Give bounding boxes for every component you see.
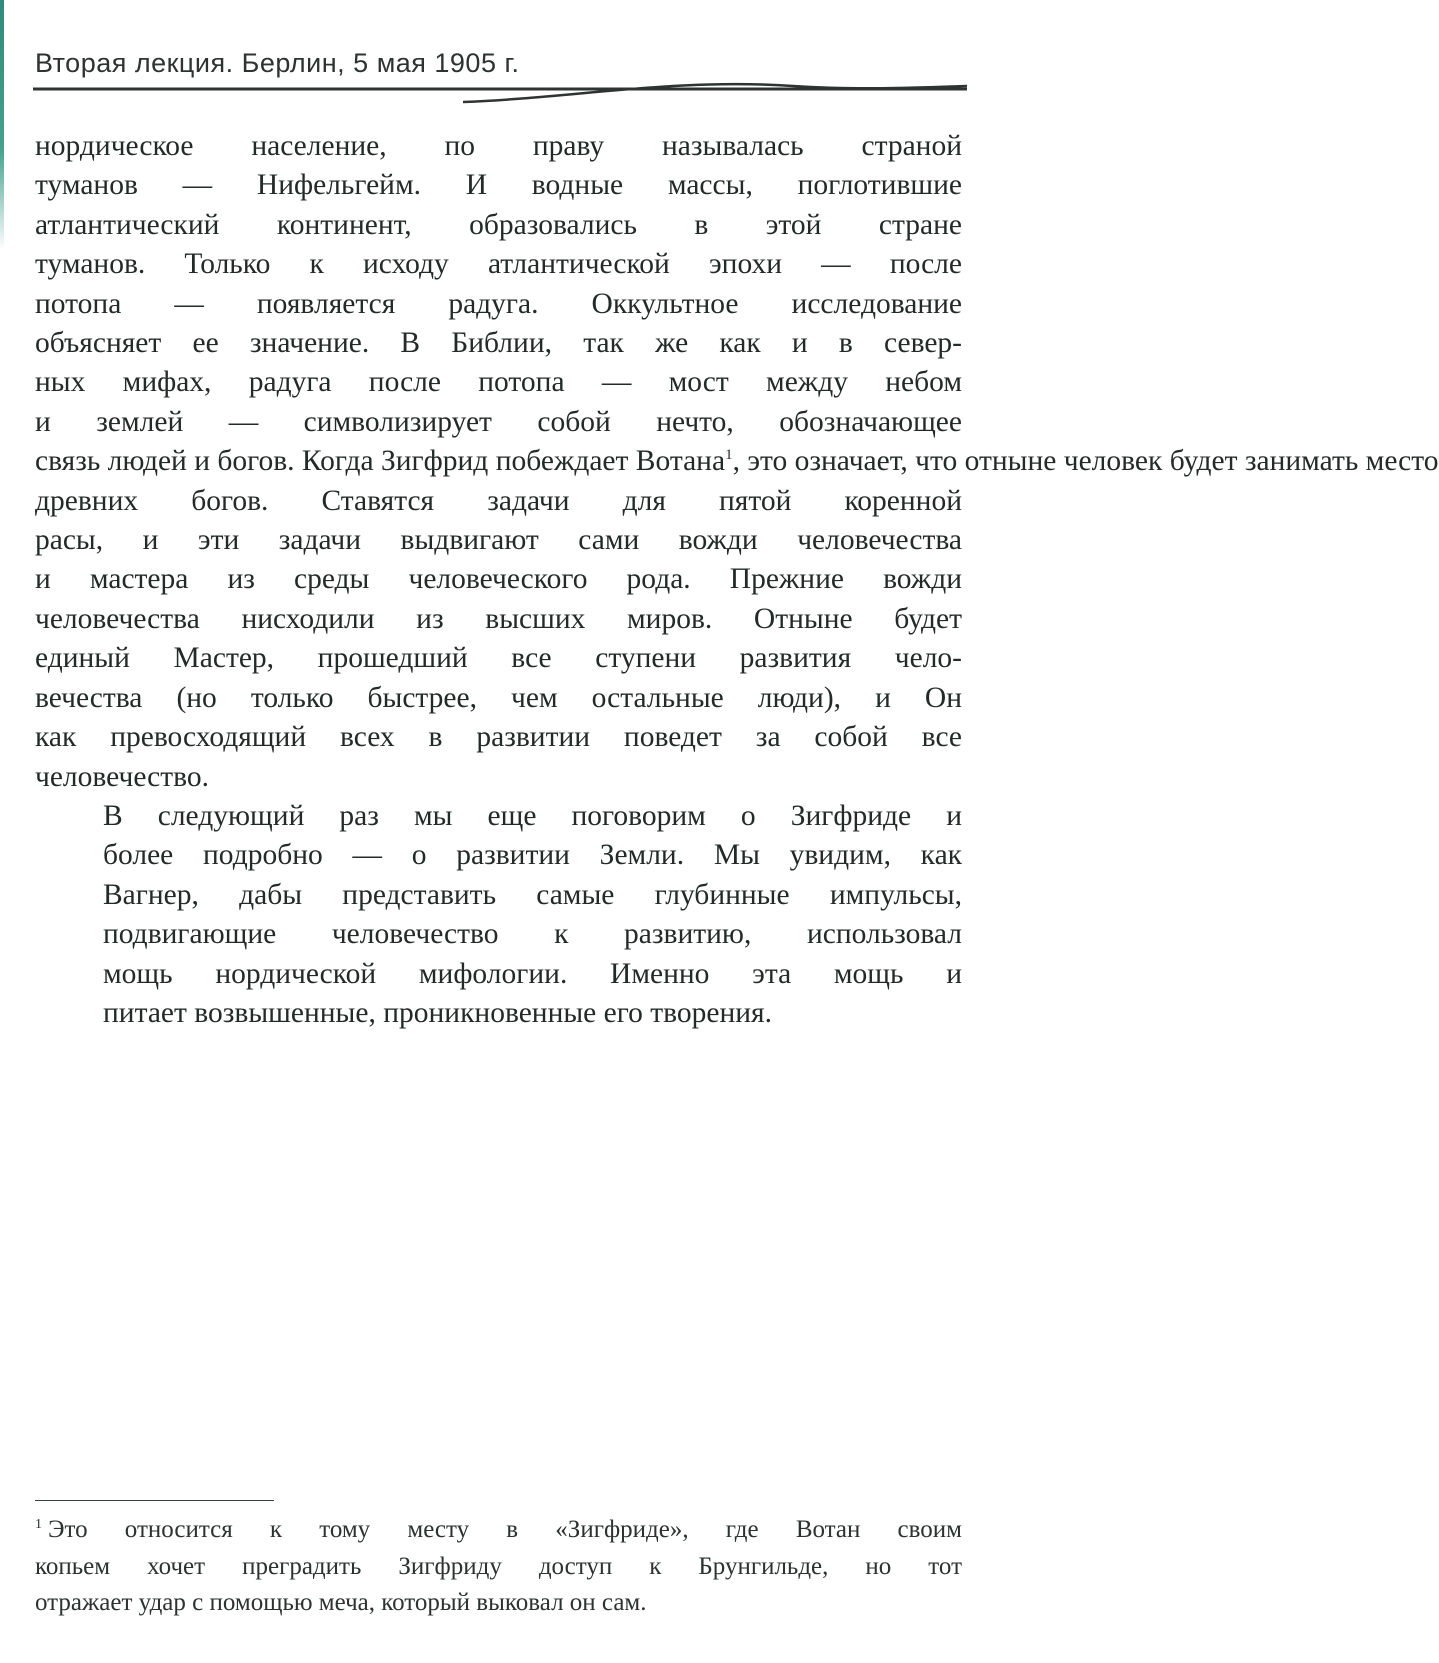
text-line: потопа — появляется радуга. Оккультное исследование [35,287,962,320]
text-line-segment: связь людей и богов. Когда Зигфрид побеждает Вотана [35,445,726,478]
text-line: В следующий раз мы еще поговорим о Зигфриде и [103,799,962,832]
header-ornamental-rule [33,82,967,112]
text-line: и землей — символизирует собой нечто, обозначающее [35,405,962,438]
text-line: Вагнер, дабы представить самые глубинные импульсы, [103,878,962,911]
footnote-line-text: Это относится к тому месту в «Зигфриде», где Вотан своим [48,1516,962,1543]
text-line-segment: , это означает, что отныне человек будет занимать место [732,445,1439,478]
footnote-line [35,1512,962,1549]
text-line: объясняет ее значение. В Библии, так же как и в север- [35,327,962,360]
text-line: подвигающие человечество к развитию, использовал [103,918,962,951]
text-line: расы, и эти задачи выдвигают сами вожди человечества [35,524,962,557]
text-line: атлантический континент, образовались в этой стране [35,208,962,241]
running-head: Вторая лекция. Берлин, 5 мая 1905 г. [35,48,520,78]
text-line: питает возвышенные, проникновенные его творения. [103,996,772,1029]
text-line: древних богов. Ставятся задачи для пятой коренной [35,484,962,517]
text-line: и мастера из среды человеческого рода. Прежние вожди [35,563,962,596]
text-line: как превосходящий всех в развитии поведет за собой все [35,721,962,754]
footnote-marker: 1 [35,1516,42,1532]
text-line: ных мифах, радуга после потопа — мост между небом [35,366,962,399]
page-edge-color-mark [0,0,4,250]
text-line: более подробно — о развитии Земли. Мы увидим, как [103,839,962,872]
text-line: туманов — Нифельгейм. И водные массы, поглотившие [35,169,962,202]
text-line: нордическое население, по праву называлась страной [35,130,962,162]
text-line: вечества (но только быстрее, чем остальные люди), и Он [35,681,962,714]
text-line: мощь нордической мифологии. Именно эта мощь и [103,957,962,990]
footnote-line: копьем хочет преградить Зигфриду доступ к Брунгильде, но тот [35,1552,962,1580]
text-line: человечество. [35,760,210,793]
text-line: единый Мастер, прошедший все ступени развития чело- [35,642,962,675]
text-line: человечества нисходили из высших миров. Отныне будет [35,602,962,635]
footnote [35,1512,962,1622]
footnote-separator [35,1500,274,1501]
text-line-with-footnote-ref [35,442,1439,481]
body-text [35,127,1439,1033]
footnote-reference[interactable]: 1 [725,447,733,464]
paragraph-2 [35,797,962,1033]
paragraph-1 [35,127,1439,797]
footnote-line: отражает удар с помощью меча, который выковал он сам. [35,1589,647,1616]
text-line: туманов. Только к исходу атлантической эпохи — после [35,248,962,281]
